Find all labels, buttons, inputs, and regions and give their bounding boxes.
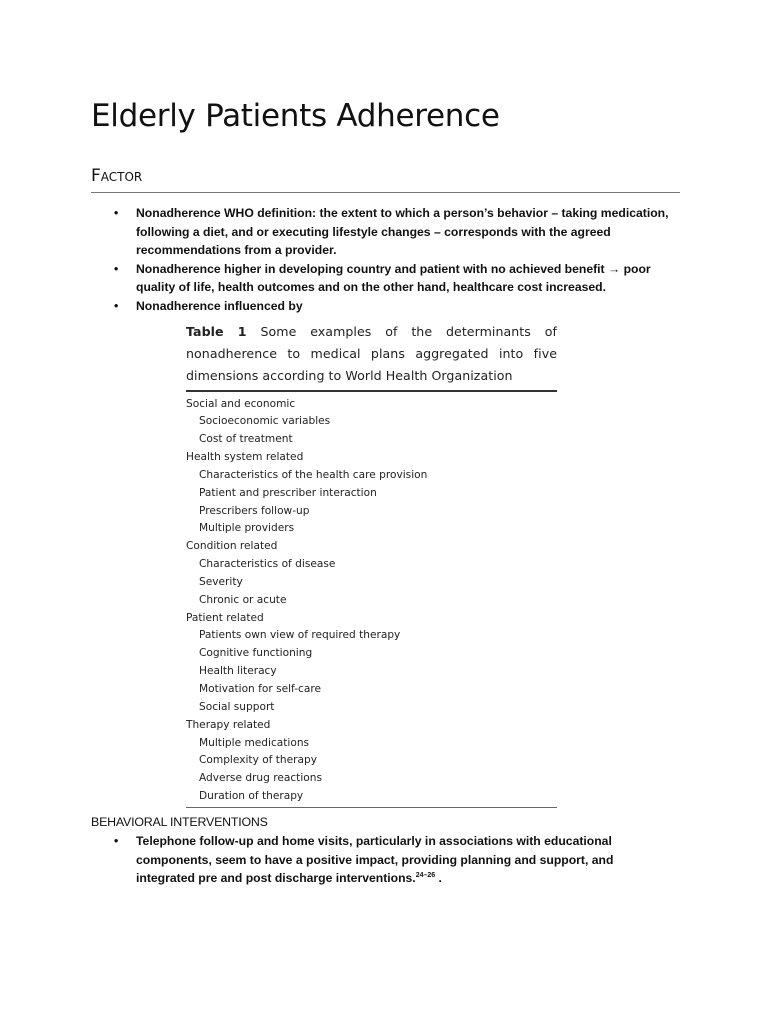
bullet-text: Nonadherence higher in developing country and patient with no achieved benefit [136, 261, 605, 276]
table-item: Cognitive functioning [199, 647, 313, 660]
bullet-influenced-by [112, 297, 674, 316]
behavioral-bullet-list [112, 832, 674, 888]
factor-bullet-list [112, 204, 674, 316]
table-item: Health literacy [199, 665, 277, 678]
table-bottom-rule [186, 807, 557, 808]
table-group-heading: Health system related [186, 451, 304, 464]
table-item: Adverse drug reactions [199, 772, 322, 785]
bullet-developing-country [112, 260, 674, 297]
table-item: Cost of treatment [199, 433, 293, 446]
table-item: Multiple medications [199, 736, 310, 749]
document-title: Elderly Patients Adherence [91, 98, 500, 134]
bullet-telephone-follow-up [112, 832, 674, 888]
bullet-marker: • [114, 261, 119, 276]
table-item: Multiple providers [199, 522, 295, 535]
table-caption [186, 321, 557, 390]
table-item: Prescribers follow-up [199, 504, 310, 517]
table-item: Patients own view of required therapy [199, 629, 401, 642]
bullet-text: Nonadherence WHO definition: the extent to which a person’s behavior – taking medication, following a diet, and or executing lifestyle changes – corresponds with the agreed recommendations from a provider. [136, 206, 669, 258]
table-body [186, 392, 557, 806]
table-caption-text: Some examples of the determinants of nonadherence to medical plans aggregated into five dimensions according to World Health Organization [186, 324, 557, 383]
subheading-behavioral-interventions: BEHAVIORAL INTERVENTIONS [91, 815, 268, 829]
table-item: Patient and prescriber interaction [199, 486, 377, 499]
bullet-text-poor: poor [623, 261, 651, 276]
table-item: Characteristics of disease [199, 558, 336, 571]
table-item: Duration of therapy [199, 790, 304, 803]
table-label: Table 1 [186, 324, 247, 339]
section-heading-factor: Factor [91, 164, 680, 193]
bullet-text-continued: quality of life, health outcomes and on the other hand, healthcare cost increased. [136, 280, 606, 295]
right-arrow-icon: → [608, 261, 621, 276]
bullet-marker: • [114, 206, 119, 220]
table-item: Chronic or acute [199, 593, 287, 606]
table-item: Socioeconomic variables [199, 415, 331, 428]
table-item: Motivation for self-care [199, 683, 321, 695]
table-item: Severity [199, 575, 243, 588]
determinants-table-figure [186, 321, 557, 808]
bullet-marker: • [114, 834, 119, 848]
table-item: Characteristics of the health care provision [199, 468, 428, 481]
table-group-heading: Therapy related [186, 718, 271, 731]
bullet-text: Nonadherence influenced by [136, 298, 303, 313]
table-group-heading: Patient related [186, 611, 264, 624]
bullet-trailing-period: . [435, 871, 442, 886]
table-group-heading: Social and economic [186, 397, 296, 410]
table-group-heading: Condition related [186, 540, 278, 553]
table-item: Social support [199, 700, 275, 713]
bullet-who-definition [112, 204, 674, 260]
table-item: Complexity of therapy [199, 754, 318, 767]
bullet-text: Telephone follow-up and home visits, particularly in associations with educational components, seem to have a positive impact, providing planning and support, and integrated pre and post discharge interventions. [136, 834, 614, 886]
citation-superscript: 24–26 [415, 872, 436, 880]
bullet-marker: • [114, 298, 119, 313]
